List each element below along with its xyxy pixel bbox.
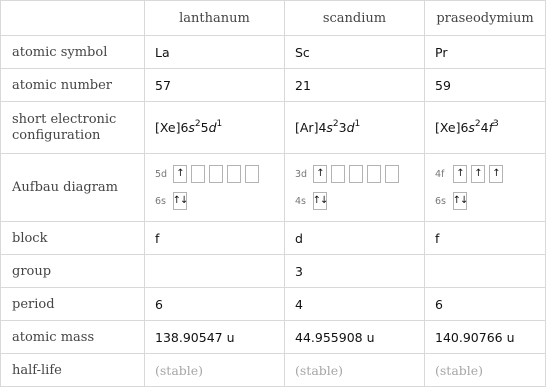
cell-value: (stable): [425, 354, 546, 387]
row-atomic-mass: [1, 321, 546, 354]
orbital-box: [453, 165, 467, 183]
electron-arrow: ↑: [492, 168, 500, 179]
cell-value: Sc: [285, 36, 425, 69]
cell-value: 44.955908 u: [285, 321, 425, 354]
orbital-label: 5d: [155, 168, 168, 180]
electron-arrow: ↑: [176, 168, 184, 179]
orbital-box: [331, 165, 345, 183]
orbital-row-upper: [155, 165, 284, 183]
orbital-box: [191, 165, 205, 183]
header-scandium: scandium: [285, 1, 425, 36]
electron-arrow: ↑: [474, 168, 482, 179]
cell-value: La: [145, 36, 285, 69]
cell-value: f: [145, 222, 285, 255]
aufbau-cell: [285, 154, 425, 222]
cell-value: (stable): [145, 354, 285, 387]
orbital-label: 6s: [435, 195, 446, 207]
row-label: Aufbau diagram: [1, 154, 145, 222]
row-atomic-number: [1, 69, 546, 102]
cell-value: [425, 255, 546, 288]
cell-value: 4: [285, 288, 425, 321]
orbital-box: [489, 165, 503, 183]
header-lanthanum: lanthanum: [145, 1, 285, 36]
paired-electron-arrows: ↑↓: [312, 195, 328, 206]
row-electron-config: [1, 102, 546, 154]
row-label: group: [1, 255, 145, 288]
orbital-box: [173, 192, 187, 210]
aufbau-diagram: [435, 165, 545, 210]
orbital-box: [245, 165, 259, 183]
orbital-row-lower: [435, 192, 545, 210]
electron-arrow: ↑: [316, 168, 324, 179]
row-label: atomic symbol: [1, 36, 145, 69]
electron-arrow: ↑: [456, 168, 464, 179]
orbital-box: [209, 165, 223, 183]
cell-value: d: [285, 222, 425, 255]
cell-value: 3: [285, 255, 425, 288]
electron-config-cell: $[Xe]6s^25d^1$: [145, 102, 285, 154]
aufbau-cell: [425, 154, 546, 222]
paired-electron-arrows: ↑↓: [172, 195, 188, 206]
cell-value: 6: [425, 288, 546, 321]
orbital-row-upper: [435, 165, 545, 183]
aufbau-diagram: [155, 165, 284, 210]
row-aufbau: [1, 154, 546, 222]
orbital-box: [471, 165, 485, 183]
row-block: [1, 222, 546, 255]
orbital-label: 6s: [155, 195, 166, 207]
cell-value: (stable): [285, 354, 425, 387]
row-half-life: [1, 354, 546, 387]
orbital-row-lower: [155, 192, 284, 210]
orbital-row-lower: [295, 192, 424, 210]
header-row: [1, 1, 546, 36]
cell-value: 140.90766 u: [425, 321, 546, 354]
row-label: atomic mass: [1, 321, 145, 354]
orbital-box: [367, 165, 381, 183]
cell-value: Pr: [425, 36, 546, 69]
cell-value: f: [425, 222, 546, 255]
orbital-box: [385, 165, 399, 183]
row-label: short electronic configuration: [1, 102, 145, 154]
orbital-label: 4s: [295, 195, 306, 207]
row-atomic-symbol: [1, 36, 546, 69]
orbital-label: 4f: [435, 168, 445, 180]
orbital-box: [349, 165, 363, 183]
cell-value: 138.90547 u: [145, 321, 285, 354]
cell-value: 21: [285, 69, 425, 102]
header-praseodymium: praseodymium: [425, 1, 546, 36]
orbital-box: [173, 165, 187, 183]
electron-config-cell: $[Ar]4s^23d^1$: [285, 102, 425, 154]
aufbau-cell: [145, 154, 285, 222]
row-label: block: [1, 222, 145, 255]
row-label: period: [1, 288, 145, 321]
orbital-row-upper: [295, 165, 424, 183]
row-group: [1, 255, 546, 288]
aufbau-diagram: [295, 165, 424, 210]
orbital-box: [227, 165, 241, 183]
orbital-box: [313, 165, 327, 183]
orbital-box: [453, 192, 467, 210]
electron-config-cell: $[Xe]6s^24f^3$: [425, 102, 546, 154]
orbital-label: 3d: [295, 168, 308, 180]
header-corner: [1, 1, 145, 36]
row-label: half-life: [1, 354, 145, 387]
paired-electron-arrows: ↑↓: [452, 195, 468, 206]
row-period: [1, 288, 546, 321]
cell-value: 57: [145, 69, 285, 102]
row-label: atomic number: [1, 69, 145, 102]
orbital-box: [313, 192, 327, 210]
cell-value: 6: [145, 288, 285, 321]
cell-value: 59: [425, 69, 546, 102]
cell-value: [145, 255, 285, 288]
